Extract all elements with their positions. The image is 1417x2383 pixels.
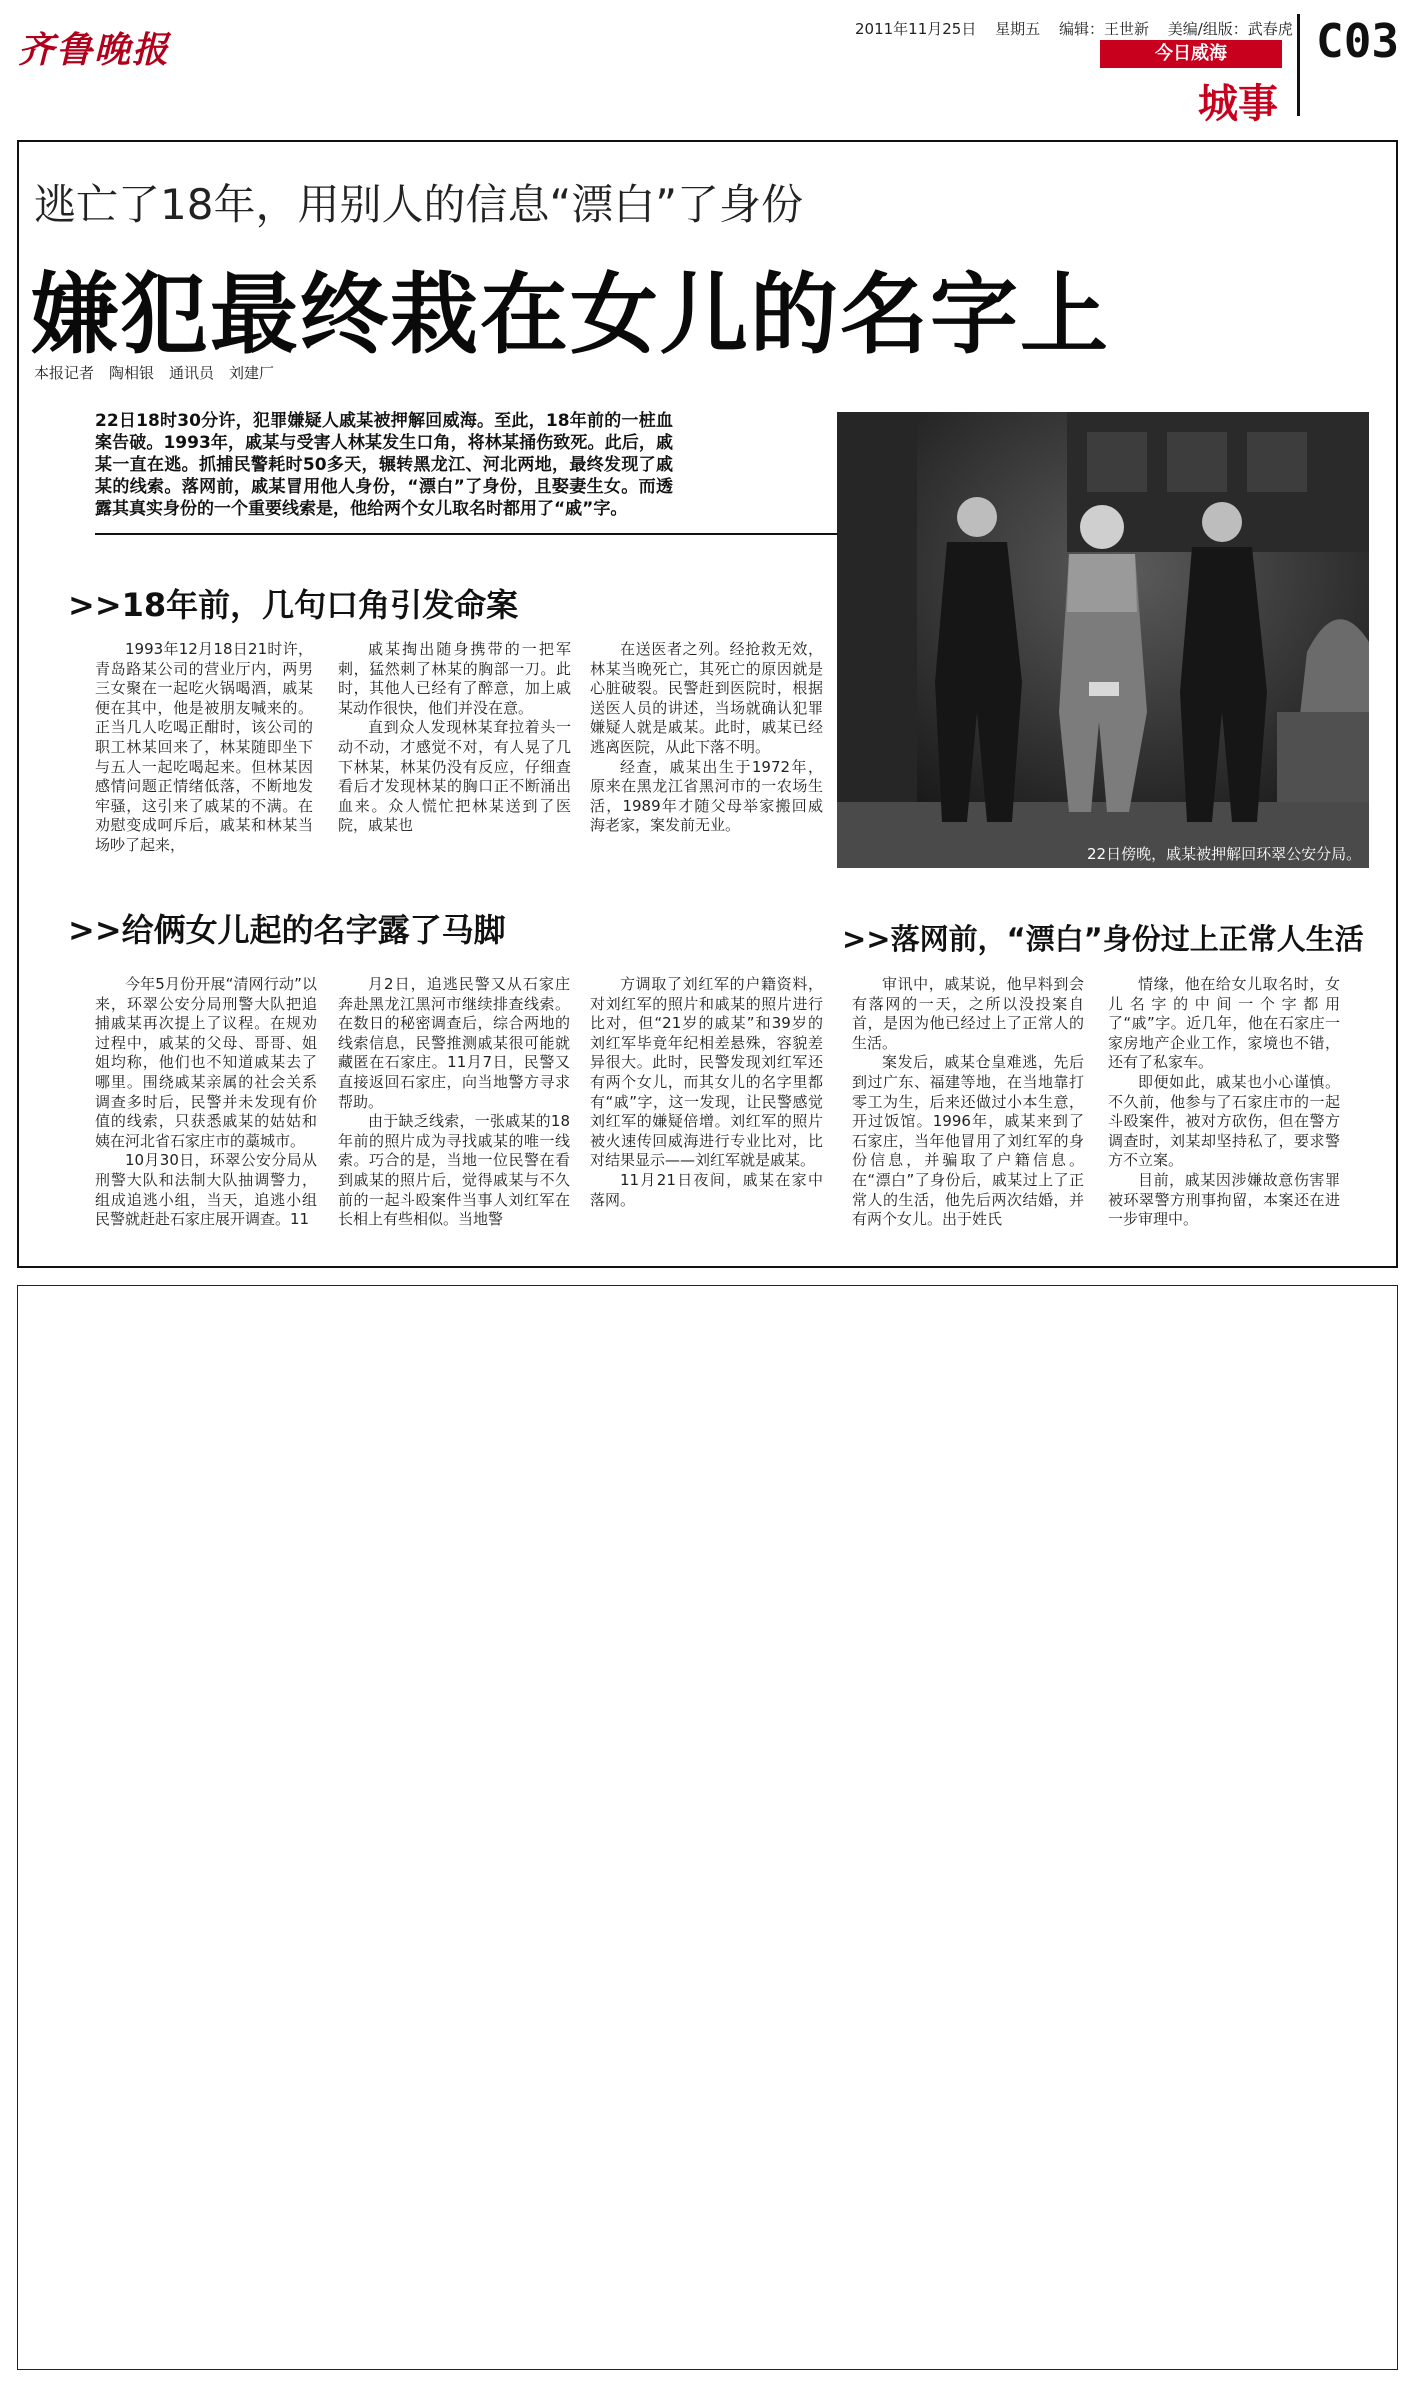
editor-credit: 编辑：王世新 xyxy=(1058,20,1149,38)
page-number: C03 xyxy=(1316,14,1400,68)
news-photo xyxy=(837,412,1369,868)
section-heading-2: >>给俩女儿起的名字露了马脚 xyxy=(68,911,506,949)
lead-divider xyxy=(95,533,840,535)
issue-date: 2011年11月25日 xyxy=(855,20,977,38)
paragraph: 在送医者之列。经抢救无效，林某当晚死亡，其死亡的原因就是心脏破裂。民警赶到医院时，根据送医人员的讲述，当场就确认犯罪嫌疑人就是戚某。此时，戚某已经逃离医院，从此下落不明。 xyxy=(590,640,823,756)
paragraph: 情缘，他在给女儿取名时，女儿名字的中间一个字都用了“戚”字。近几年，他在石家庄一家房地产企业工作，家境也不错，还有了私家车。 xyxy=(1108,975,1340,1072)
section-tag: 今日威海 xyxy=(1100,40,1282,68)
section-1-column-3 xyxy=(590,640,823,836)
section-name: 城事 xyxy=(1198,81,1278,127)
paragraph: 经查，戚某出生于1972年，原来在黑龙江省黑河市的一农场生活，1989年才随父母举家搬回威海老家，案发前无业。 xyxy=(590,757,823,835)
photo-caption: 22日傍晚，戚某被押解回环翠公安分局。 xyxy=(1087,845,1362,863)
photo-illustration xyxy=(837,412,1369,868)
paragraph: 戚某掏出随身携带的一把军刺，猛然刺了林某的胸部一刀。此时，其他人已经有了醉意，加上戚某动作很快，他们并没在意。 xyxy=(338,640,571,717)
article-kicker: 逃亡了18年，用别人的信息“漂白”了身份 xyxy=(34,180,803,229)
paragraph: 11月21日夜间，戚某在家中落网。 xyxy=(590,1170,823,1209)
issue-weekday: 星期五 xyxy=(995,20,1041,38)
paragraph: 方调取了刘红军的户籍资料，对刘红军的照片和戚某的照片进行比对，但“21岁的戚某”和39岁的刘红军毕竟年纪相差悬殊，容貌差异很大。此时，民警发现刘红军还有两个女儿，而其女儿的名字里都有“戚”字，这一发现，让民警感觉刘红军的嫌疑倍增。刘红军的照片被火速传回威海进行专业比对，比对结果显示——刘红军就是戚某。 xyxy=(590,975,823,1170)
section-heading-3: >>落网前，“漂白”身份过上正常人生活 xyxy=(842,922,1364,956)
paragraph: 直到众人发现林某耷拉着头一动不动，才感觉不对，有人晃了几下林某，林某仍没有反应，仔细查看后才发现林某的胸口正不断涌出血来。众人慌忙把林某送到了医院，戚某也 xyxy=(338,718,571,835)
section-3-column-2 xyxy=(1108,975,1340,1230)
paragraph: 案发后，戚某仓皇难逃，先后到过广东、福建等地，在当地靠打零工为生，后来还做过小本生意，开过饭馆。1996年，戚某来到了石家庄，当年他冒用了刘红军的身份信息，并骗取了户籍信息。在“漂白”了身份后，戚某过上了正常人的生活，他先后两次结婚，并有两个女儿。出于姓氏 xyxy=(852,1053,1084,1229)
masthead-divider xyxy=(1297,14,1300,116)
paragraph: 月2日，追逃民警又从石家庄奔赴黑龙江黑河市继续排查线索。在数日的秘密调查后，综合两地的线索信息，民警推测戚某很可能就藏匿在石家庄。11月7日，民警又直接返回石家庄，向当地警方寻求帮助。 xyxy=(338,975,570,1111)
article-headline: 嫌犯最终栽在女儿的名字上 xyxy=(30,263,1111,366)
article-byline: 本报记者 陶相银 通讯员 刘建厂 xyxy=(34,364,275,382)
section-3-column-1 xyxy=(852,975,1084,1230)
issue-meta xyxy=(855,18,1307,39)
paragraph: 1993年12月18日21时许，青岛路某公司的营业厅内，两男三女聚在一起吃火锅喝酒，戚某便在其中，他是被朋友喊来的。正当几人吃喝正酣时，该公司的职工林某回来了，林某随即坐下与五人一起吃喝起来。但林某因感情问题正情绪低落，不断地发牢骚，这引来了戚某的不满。在劝慰变成呵斥后，戚某和林某当场吵了起来， xyxy=(95,640,313,854)
section-2-column-1 xyxy=(95,975,317,1230)
section-1-column-2 xyxy=(338,640,571,836)
designer-credit: 美编/组版：武春虎 xyxy=(1167,20,1293,38)
paragraph: 10月30日，环翠公安分局从刑警大队和法制大队抽调警力，组成追逃小组，当天，追逃小组民警就赶赴石家庄展开调查。11 xyxy=(95,1151,317,1229)
empty-ad-frame xyxy=(17,1285,1398,2370)
paper-name-logo: 齐鲁晚报 xyxy=(18,29,171,71)
masthead xyxy=(0,0,1417,130)
paragraph: 今年5月份开展“清网行动”以来，环翠公安分局刑警大队把追捕戚某再次提上了议程。在规劝过程中，戚某的父母、哥哥、姐姐均称，他们也不知道戚某去了哪里。围绕戚某亲属的社会关系调查多时后，民警并未发现有价值的线索，只获悉戚某的姑姑和姨在河北省石家庄市的藁城市。 xyxy=(95,975,317,1150)
paragraph: 由于缺乏线索，一张戚某的18年前的照片成为寻找戚某的唯一线索。巧合的是，当地一位民警在看到戚某的照片后，觉得戚某与不久前的一起斗殴案件当事人刘红军在长相上有些相似。当地警 xyxy=(338,1112,570,1229)
paragraph: 审讯中，戚某说，他早料到会有落网的一天，之所以没投案自首，是因为他已经过上了正常人的生活。 xyxy=(852,975,1084,1052)
section-2-column-3 xyxy=(590,975,823,1210)
paragraph: 即便如此，戚某也小心谨慎。不久前，他参与了石家庄市的一起斗殴案件，被对方砍伤，但在警方调查时，刘某却坚持私了，要求警方不立案。 xyxy=(1108,1072,1340,1170)
section-heading-1: >>18年前，几句口角引发命案 xyxy=(68,586,519,624)
article-lead: 22日18时30分许，犯罪嫌疑人戚某被押解回威海。至此，18年前的一桩血案告破。1993年，戚某与受害人林某发生口角，将林某捅伤致死。此后，戚某一直在逃。抓捕民警耗时50多天，辗转黑龙江、河北两地，最终发现了戚某的线索。落网前，戚某冒用他人身份，“漂白”了身份，且娶妻生女。而透露其真实身份的一个重要线索是，他给两个女儿取名时都用了“戚”字。 xyxy=(95,411,673,519)
section-1-column-1 xyxy=(95,640,313,856)
section-2-column-2 xyxy=(338,975,570,1230)
paragraph: 目前，戚某因涉嫌故意伤害罪被环翠警方刑事拘留，本案还在进一步审理中。 xyxy=(1108,1170,1340,1229)
